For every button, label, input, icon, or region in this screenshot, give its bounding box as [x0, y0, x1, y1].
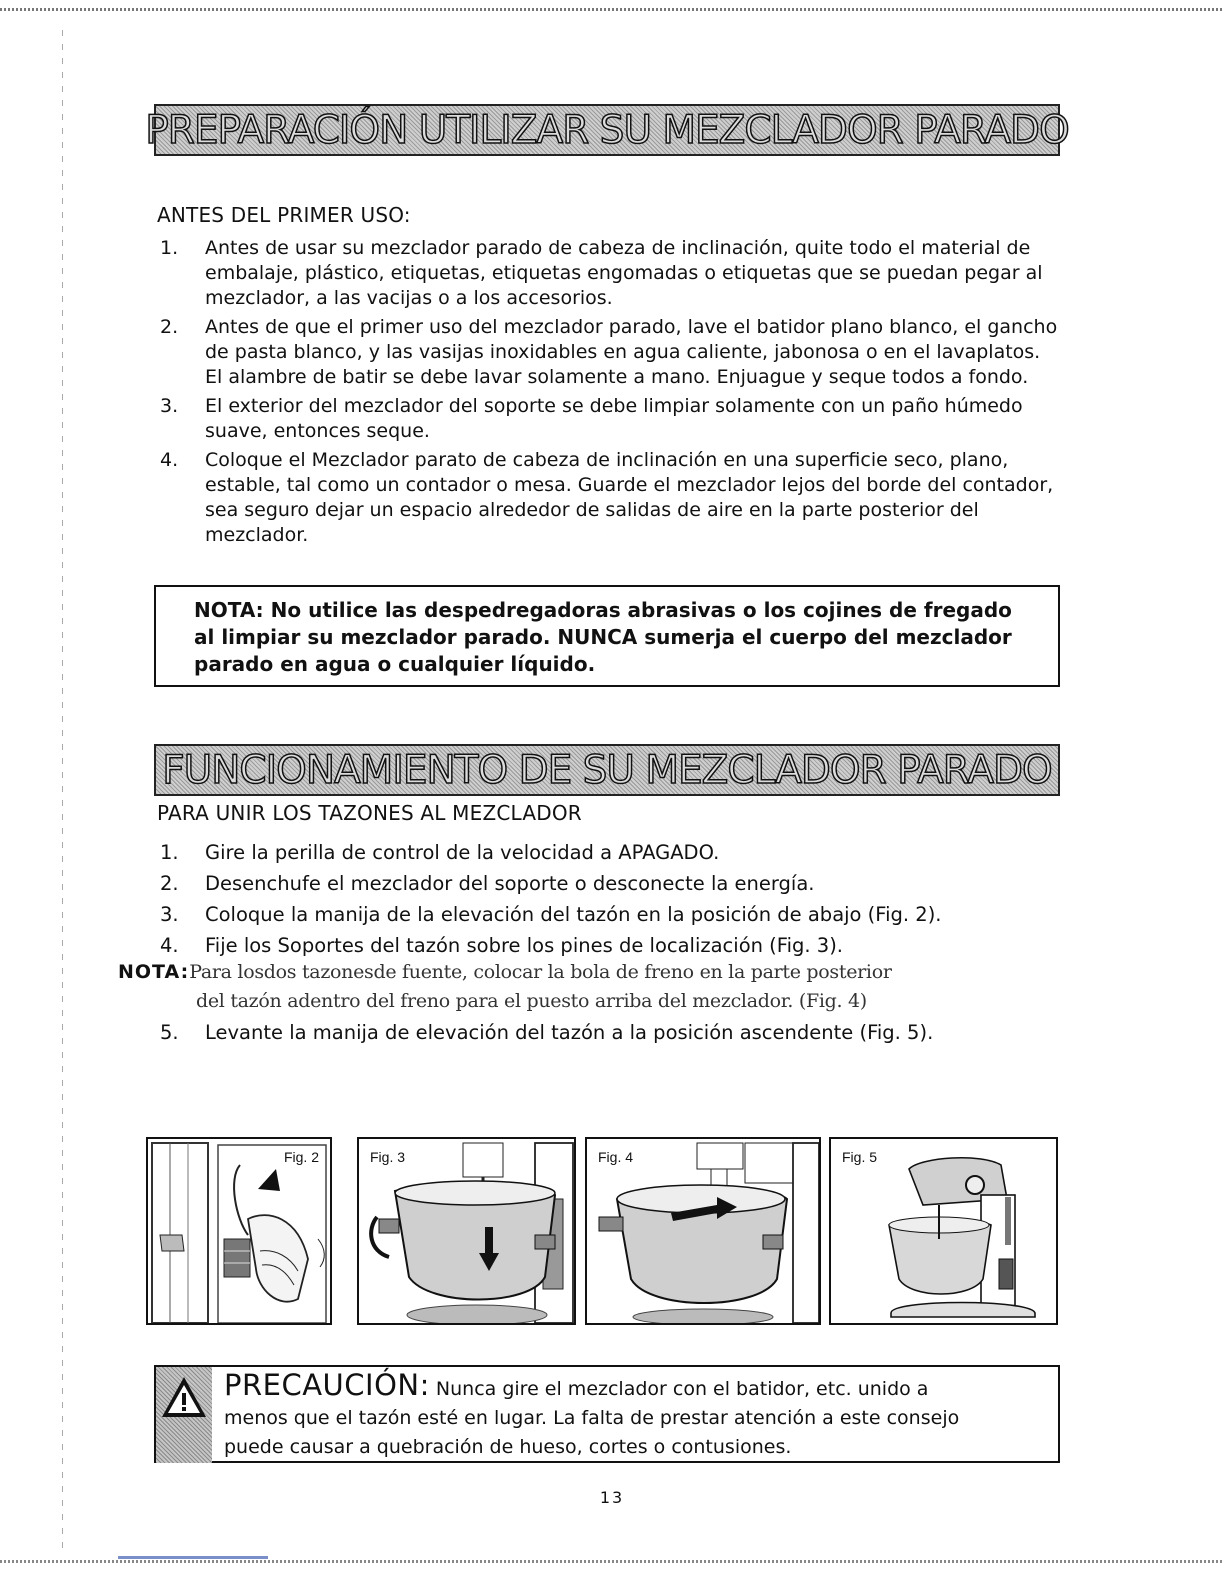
figure-5: [829, 1137, 1058, 1325]
top-rule: [0, 8, 1224, 11]
list-item: [160, 315, 1060, 390]
bottom-tab-mark: [118, 1556, 268, 1559]
bowl-on-pins-illustration: [359, 1139, 576, 1325]
item-text: Coloque el Mezclador parato de cabeza de inclinación en una superficie seco, plano, estable, tal como un contador o mesa. Guarde el mezclador lejos del borde del contador, sea seguro dejar un espacio alrededor de salidas de aire en la parte posterior del mezclador.: [205, 449, 1054, 546]
instruction-list: [160, 1020, 1060, 1045]
note-box: [154, 585, 1060, 687]
bowl-rotate-illustration: [587, 1139, 821, 1325]
figure-4: [585, 1137, 821, 1325]
list-item: [160, 236, 1060, 311]
section-banner-preparacion: [145, 104, 1069, 156]
item-number: 1.: [160, 841, 179, 864]
item-text: Gire la perilla de control de la velocidad a APAGADO.: [205, 841, 720, 864]
caution-text: [224, 1368, 1054, 1462]
note-label: NOTA:: [118, 961, 190, 983]
figure-2: [146, 1137, 332, 1325]
item-number: 4.: [160, 934, 179, 957]
item-number: 5.: [160, 1021, 179, 1044]
list-item: [160, 394, 1060, 444]
warning-icon-block: [156, 1367, 212, 1463]
item-text: Antes de usar su mezclador parado de cabeza de inclinación, quite todo el material de embalaje, plástico, etiquetas, etiquetas engomadas o etiquetas que se puedan pegar al mezclador, a las vacijas o a los accesorios.: [205, 237, 1043, 309]
bowl-lift-handle-illustration: [148, 1139, 332, 1325]
item-text: Fije los Soportes del tazón sobre los pines de localización (Fig. 3).: [205, 934, 843, 957]
list-item: [160, 871, 1060, 897]
item-number: 4.: [160, 449, 179, 471]
note-text: NOTA: No utilice las despedregadoras abrasivas o los cojines de fregado al limpiar su mezclador parado. NUNCA sumerja el cuerpo del mezclador parado en agua o cualquier líquido.: [194, 598, 1012, 676]
figure-caption: Fig. 2: [281, 1149, 322, 1165]
item-text: Coloque la manija de la elevación del tazón en la posición de abajo (Fig. 2).: [205, 903, 942, 926]
figure-caption: Fig. 4: [595, 1149, 636, 1165]
item-number: 2.: [160, 316, 179, 338]
stand-mixer-illustration: [831, 1139, 1058, 1325]
section-title: FUNCIONAMIENTO DE SU MEZCLADOR PARADO: [162, 747, 1052, 793]
caution-line: puede causar a quebración de hueso, cortes o contusiones.: [224, 1436, 792, 1458]
list-item: [160, 448, 1060, 548]
caution-title: PRECAUCIÓN:: [224, 1368, 430, 1402]
instruction-list: [160, 236, 1060, 552]
item-text: Levante la manija de elevación del tazón a la posición ascendente (Fig. 5).: [205, 1021, 934, 1044]
note-line: Para losdos tazonesde fuente, colocar la bola de freno en la parte posterior: [189, 961, 892, 983]
item-number: 1.: [160, 237, 179, 259]
caution-box: [154, 1365, 1060, 1463]
bottom-rule: [0, 1560, 1224, 1563]
list-item: [160, 933, 1060, 959]
list-item: [160, 1020, 1060, 1045]
caution-line: Nunca gire el mezclador con el batidor, etc. unido a: [429, 1378, 929, 1400]
instruction-list: [160, 840, 1060, 964]
list-item: [160, 902, 1060, 928]
figure-3: [357, 1137, 576, 1325]
figure-caption: Fig. 5: [839, 1149, 880, 1165]
section-heading: PARA UNIR LOS TAZONES AL MEZCLADOR: [157, 801, 582, 825]
page-number: 13: [599, 1488, 625, 1507]
figure-caption: Fig. 3: [367, 1149, 408, 1165]
item-text: Antes de que el primer uso del mezclador parado, lave el batidor plano blanco, el gancho de pasta blanco, y las vasijas inoxidables en agua caliente, jabonosa o en el lavaplatos. El alambre de batir se debe lavar solamente a mano. Enjuague y seque todos a fondo.: [205, 316, 1058, 388]
item-number: 3.: [160, 395, 179, 417]
list-item: [160, 840, 1060, 866]
warning-triangle-icon: [156, 1367, 212, 1427]
section-banner-funcionamiento: [154, 744, 1060, 796]
margin-line: [62, 30, 63, 1550]
item-number: 3.: [160, 903, 179, 926]
section-title: PREPARACIÓN UTILIZAR SU MEZCLADOR PARADO: [145, 107, 1069, 153]
note-line: del tazón adentro del freno para el puesto arriba del mezclador. (Fig. 4): [196, 990, 867, 1012]
bowl-note: [118, 958, 1078, 1016]
item-text: El exterior del mezclador del soporte se debe limpiar solamente con un paño húmedo suave, entonces seque.: [205, 395, 1023, 442]
item-number: 2.: [160, 872, 179, 895]
section-heading: ANTES DEL PRIMER USO:: [157, 203, 411, 227]
item-text: Desenchufe el mezclador del soporte o desconecte la energía.: [205, 872, 815, 895]
caution-line: menos que el tazón esté en lugar. La falta de prestar atención a este consejo: [224, 1407, 960, 1429]
